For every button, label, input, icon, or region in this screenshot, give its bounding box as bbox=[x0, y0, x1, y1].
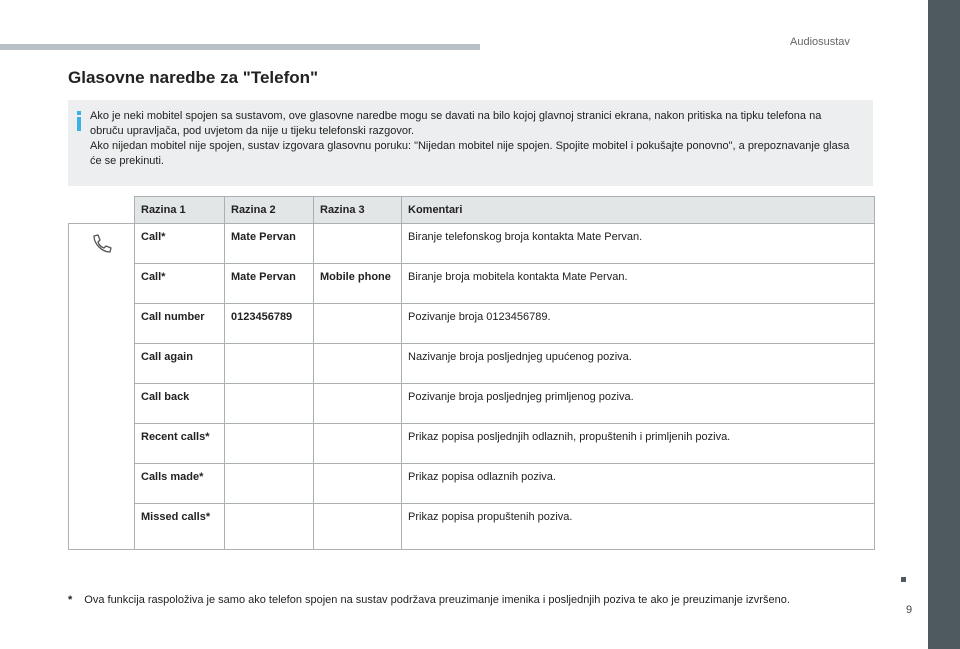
row-level2 bbox=[225, 424, 314, 464]
row-level1: Recent calls* bbox=[135, 424, 225, 464]
table-row bbox=[69, 224, 875, 264]
phone-icon-cell bbox=[69, 224, 135, 550]
page-marker bbox=[901, 577, 906, 582]
row-level3 bbox=[314, 424, 402, 464]
row-comment: Prikaz popisa propuštenih poziva. bbox=[402, 504, 875, 550]
row-comment: Pozivanje broja posljednjeg primljenog poziva. bbox=[402, 384, 875, 424]
page-number: 9 bbox=[906, 604, 913, 616]
column-header-comment: Komentari bbox=[402, 197, 875, 224]
row-comment: Pozivanje broja 0123456789. bbox=[402, 304, 875, 344]
table-row bbox=[69, 264, 875, 304]
row-level3 bbox=[314, 304, 402, 344]
row-level2: Mate Pervan bbox=[225, 264, 314, 304]
row-comment: Prikaz popisa odlaznih poziva. bbox=[402, 464, 875, 504]
table-corner bbox=[69, 197, 135, 224]
row-level2 bbox=[225, 344, 314, 384]
row-comment: Biranje telefonskog broja kontakta Mate Pervan. bbox=[402, 224, 875, 264]
column-header-level2: Razina 2 bbox=[225, 197, 314, 224]
table-row bbox=[69, 304, 875, 344]
page-title: Glasovne naredbe za "Telefon" bbox=[68, 68, 319, 87]
row-level2 bbox=[225, 384, 314, 424]
row-level1: Call number bbox=[135, 304, 225, 344]
row-level3 bbox=[314, 464, 402, 504]
row-level2 bbox=[225, 504, 314, 550]
row-level1: Missed calls* bbox=[135, 504, 225, 550]
info-paragraph: Ako nijedan mobitel nije spojen, sustav izgovara glasovnu poruku: "Nijedan mobitel nije spojen. Spojite mobitel i pokušajte ponovno", a prepoznavanje glasa će se prekinuti. bbox=[90, 140, 850, 167]
row-level3 bbox=[314, 384, 402, 424]
row-level3: Mobile phone bbox=[314, 264, 402, 304]
row-comment: Biranje broja mobitela kontakta Mate Pervan. bbox=[402, 264, 875, 304]
side-edge-bar bbox=[928, 0, 960, 649]
info-paragraph: Ako je neki mobitel spojen sa sustavom, ove glasovne naredbe mogu se davati na bilo kojoj glavnoj stranici ekrana, nakon pritiska na tipku telefona na obruču upravljača, pod uvjetom da nije u tijeku telefonski razgovor. bbox=[90, 110, 822, 137]
table-row bbox=[69, 504, 875, 550]
row-level1: Call back bbox=[135, 384, 225, 424]
row-level2 bbox=[225, 464, 314, 504]
row-level1: Call* bbox=[135, 224, 225, 264]
table-row bbox=[69, 464, 875, 504]
row-level3 bbox=[314, 224, 402, 264]
row-level1: Call* bbox=[135, 264, 225, 304]
footnote bbox=[68, 594, 790, 606]
row-comment: Nazivanje broja posljednjeg upućenog poziva. bbox=[402, 344, 875, 384]
table-row bbox=[69, 384, 875, 424]
info-icon bbox=[77, 111, 81, 131]
row-comment: Prikaz popisa posljednjih odlaznih, propuštenih i primljenih poziva. bbox=[402, 424, 875, 464]
row-level3 bbox=[314, 504, 402, 550]
section-header: Audiosustav bbox=[790, 36, 850, 48]
table-row bbox=[69, 424, 875, 464]
row-level2: Mate Pervan bbox=[225, 224, 314, 264]
row-level1: Calls made* bbox=[135, 464, 225, 504]
footnote-marker: * bbox=[68, 594, 73, 606]
row-level3 bbox=[314, 344, 402, 384]
column-header-level1: Razina 1 bbox=[135, 197, 225, 224]
info-box bbox=[68, 100, 873, 186]
column-header-level3: Razina 3 bbox=[314, 197, 402, 224]
table-row bbox=[69, 344, 875, 384]
header-bar bbox=[0, 44, 480, 50]
row-level2: 0123456789 bbox=[225, 304, 314, 344]
footnote-text: Ova funkcija raspoloživa je samo ako telefon spojen na sustav podržava preuzimanje imenika i posljednjih poziva te ako je preuzimanje izvršeno. bbox=[84, 594, 790, 606]
table-header-row bbox=[69, 197, 875, 224]
row-level1: Call again bbox=[135, 344, 225, 384]
phone-icon bbox=[91, 233, 113, 255]
voice-command-table bbox=[68, 196, 875, 550]
